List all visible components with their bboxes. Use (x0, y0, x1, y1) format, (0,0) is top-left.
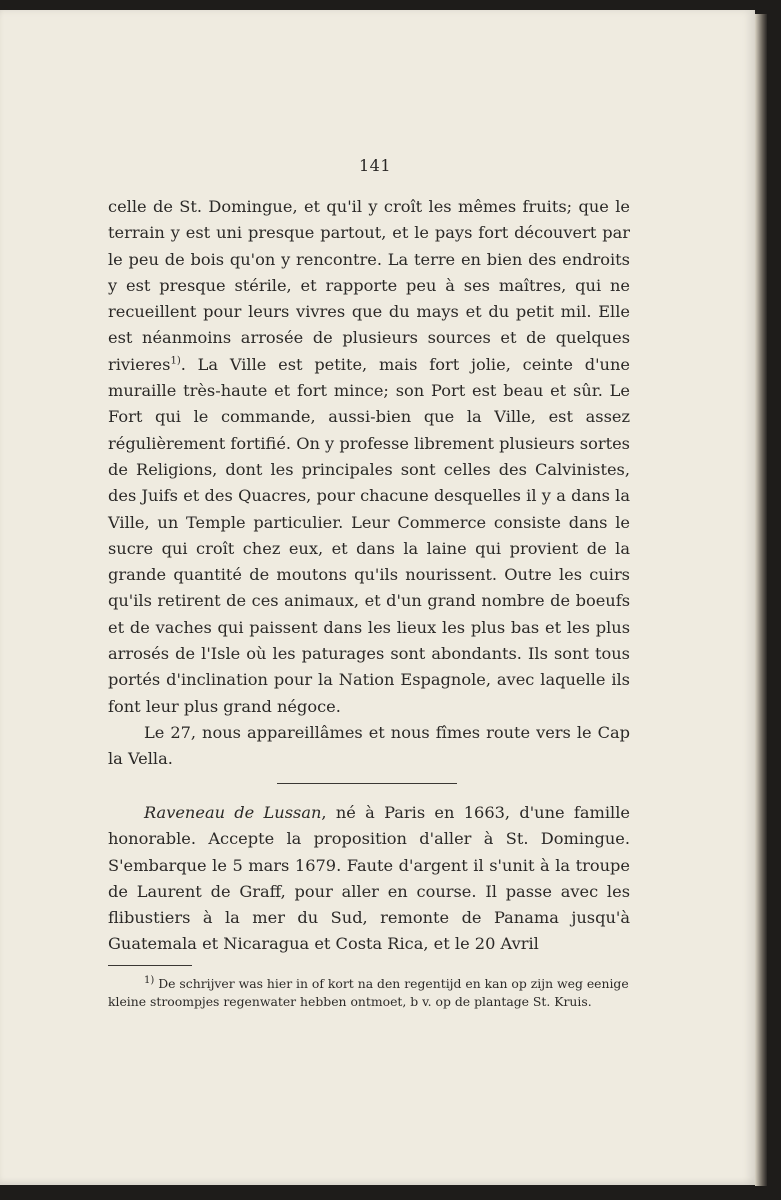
main-text (108, 194, 630, 773)
footnote-reference: 1) (170, 355, 181, 367)
footnote-marker: 1) (144, 974, 155, 986)
footnote-text: De schrijver was hier in of kort na den regentijd en kan op zijn weg eenige kleine stroompjes regenwater hebben ontmoet, b v. op de plantage St. Kruis. (108, 976, 629, 1009)
paragraph-1 (108, 194, 630, 720)
footnote-divider (108, 965, 192, 966)
biographical-note (108, 800, 630, 958)
page-edge (755, 14, 767, 1186)
section-divider (277, 783, 457, 784)
book-page (0, 10, 755, 1185)
paragraph-1-continued: . La Ville est petite, mais fort jolie, ceinte d'une muraille très-haute et fort mince; son Port est beau et sûr. Le Fort qui le commande, aussi-bien que la Ville, est assez régulièrement fortifié. On y professe librement plusieurs sortes de Religions, dont les principales sont celles des Calvinistes, des Juifs et des Quacres, pour chacune desquelles il y a dans la Ville, un Temple particulier. Leur Commerce consiste dans le sucre qui croît chez eux, et dans la laine qui provient de la grande quantité de moutons qu'ils nourissent. Outre les cuirs qu'ils retirent de ces animaux, et d'un grand nombre de boeufs et de vaches qui paissent dans les lieux les plus bas et les plus arrosés de l'Isle où les paturages sont abondants. Ils sont tous portés d'inclination pour la Nation Espagnole, avec laquelle ils font leur plus grand négoce. (108, 354, 630, 716)
footnote (108, 975, 630, 1011)
paragraph-2: Le 27, nous appareillâmes et nous fîmes route vers le Cap la Vella. (108, 722, 630, 769)
paragraph-1-text: celle de St. Domingue, et qu'il y croît les mêmes fruits; que le terrain y est uni presque partout, et le pays fort découvert par le peu de bois qu'on y rencontre. La terre en bien des endroits y est presque stérile, et rapporte peu à ses maîtres, qui ne recueillent pour leurs vivres que du mays et du petit mil. Elle est néanmoins arrosée de plusieurs sources et de quelques rivieres (108, 197, 630, 374)
page-number: 141 (358, 156, 392, 175)
bio-text: , né à Paris en 1663, d'une famille honorable. Accepte la proposition d'aller à St. Domingue. S'embarque le 5 mars 1679. Faute d'argent il s'unit à la troupe de Laurent de Graff, pour aller en course. Il passe avec les flibustiers à la mer du Sud, remonte de Panama jusqu'à Guatemala et Nicaragua et Costa Rica, et le 20 Avril (108, 803, 630, 954)
bio-name: Raveneau de Lussan (144, 803, 322, 822)
